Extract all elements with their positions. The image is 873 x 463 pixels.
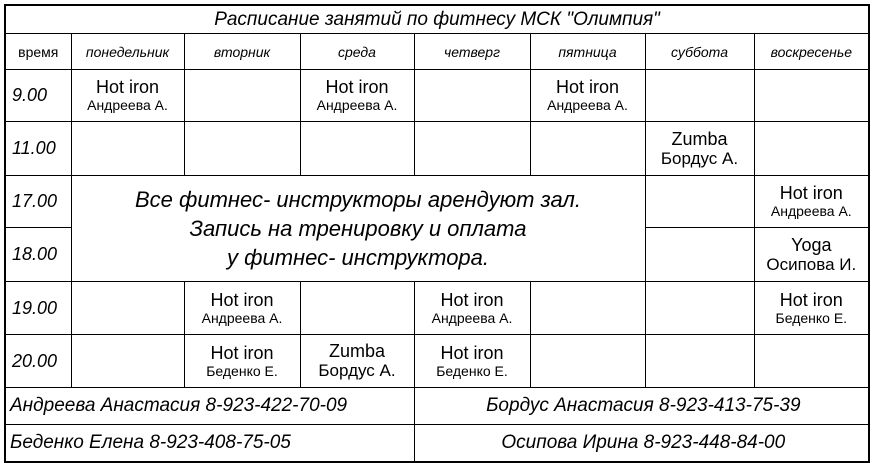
class-cell: [184, 282, 300, 335]
trainer-name: Беденко Е.: [436, 362, 508, 379]
day-header: суббота: [645, 34, 754, 70]
day-header: пятница: [530, 34, 645, 70]
trainer-name: Андреева А.: [316, 97, 398, 113]
contact-entry: Андреева Анастасия 8-923-422-70-09: [5, 388, 414, 425]
class-cell: [71, 70, 184, 122]
class-name: Zumba: [328, 341, 386, 361]
empty-cell: [754, 70, 869, 122]
empty-cell: [71, 335, 184, 388]
trainer-name: Андреева А.: [770, 203, 852, 219]
empty-cell: [645, 282, 754, 335]
class-cell: [414, 282, 530, 335]
schedule-row: [5, 70, 869, 122]
empty-cell: [184, 70, 300, 122]
time-header: время: [5, 34, 71, 70]
empty-cell: [645, 176, 754, 228]
time-cell: 19.00: [5, 282, 71, 335]
empty-cell: [71, 282, 184, 335]
schedule-table: [4, 4, 870, 463]
class-cell: [754, 228, 869, 282]
empty-cell: [530, 282, 645, 335]
trainer-name: Бордус А.: [660, 148, 739, 168]
class-name: Zumba: [671, 128, 728, 149]
notice-line: Все фитнес- инструкторы арендуют зал.: [134, 187, 582, 212]
notice-cell: [71, 176, 645, 282]
empty-cell: [645, 228, 754, 282]
trainer-name: Андреева А.: [431, 309, 513, 326]
day-header: воскресенье: [754, 34, 869, 70]
trainer-name: Андреева А.: [201, 309, 283, 326]
class-cell: [754, 176, 869, 228]
fitness-schedule: [4, 4, 868, 457]
class-name: Hot iron: [779, 183, 843, 203]
day-header: вторник: [184, 34, 300, 70]
time-cell: 9.00: [5, 70, 71, 122]
empty-cell: [414, 70, 530, 122]
class-cell: [184, 335, 300, 388]
empty-cell: [754, 122, 869, 176]
day-header: среда: [300, 34, 414, 70]
time-cell: 11.00: [5, 122, 71, 176]
class-name: Hot iron: [440, 342, 504, 363]
empty-cell: [184, 122, 300, 176]
trainer-name: Андреева А.: [87, 97, 168, 113]
empty-cell: [645, 70, 754, 122]
contacts-row: [5, 388, 869, 425]
trainer-name: Осипова И.: [766, 254, 857, 274]
class-cell: [300, 70, 414, 122]
contact-entry: Осипова Ирина 8-923-448-84-00: [414, 425, 869, 463]
class-name: Hot iron: [210, 289, 274, 310]
empty-cell: [300, 122, 414, 176]
schedule-title: Расписание занятий по фитнесу МСК "Олимпия": [5, 5, 869, 34]
time-cell: 18.00: [5, 228, 71, 282]
contact-entry: Бордус Анастасия 8-923-413-75-39: [414, 388, 869, 425]
trainer-name: Беденко Е.: [775, 309, 848, 326]
class-name: Hot iron: [325, 77, 389, 97]
notice-line: у фитнес- инструктора.: [226, 245, 490, 270]
empty-cell: [645, 335, 754, 388]
schedule-row: [5, 282, 869, 335]
class-cell: [754, 282, 869, 335]
header-row: [5, 34, 869, 70]
class-name: Hot iron: [555, 77, 620, 97]
class-name: Hot iron: [440, 289, 504, 310]
day-header: четверг: [414, 34, 530, 70]
empty-cell: [71, 122, 184, 176]
empty-cell: [414, 122, 530, 176]
schedule-row: [5, 122, 869, 176]
class-cell: [300, 335, 414, 388]
empty-cell: [754, 335, 869, 388]
class-name: Yoga: [791, 234, 832, 255]
trainer-name: Бордус А.: [318, 361, 396, 380]
contact-entry: Беденко Елена 8-923-408-75-05: [5, 425, 414, 463]
trainer-name: Беденко Е.: [206, 362, 278, 379]
class-cell: [530, 70, 645, 122]
empty-cell: [530, 122, 645, 176]
class-name: Hot iron: [779, 289, 843, 310]
notice-line: Запись на тренировку и оплата: [189, 216, 527, 241]
empty-cell: [530, 335, 645, 388]
schedule-row: [5, 335, 869, 388]
trainer-name: Андреева А.: [547, 97, 628, 113]
time-cell: 20.00: [5, 335, 71, 388]
time-cell: 17.00: [5, 176, 71, 228]
class-name: Hot iron: [210, 342, 274, 363]
class-name: Hot iron: [95, 77, 160, 97]
contacts-row: [5, 425, 869, 463]
day-header: понедельник: [71, 34, 184, 70]
class-cell: [414, 335, 530, 388]
schedule-row: [5, 176, 869, 228]
class-cell: [645, 122, 754, 176]
empty-cell: [300, 282, 414, 335]
